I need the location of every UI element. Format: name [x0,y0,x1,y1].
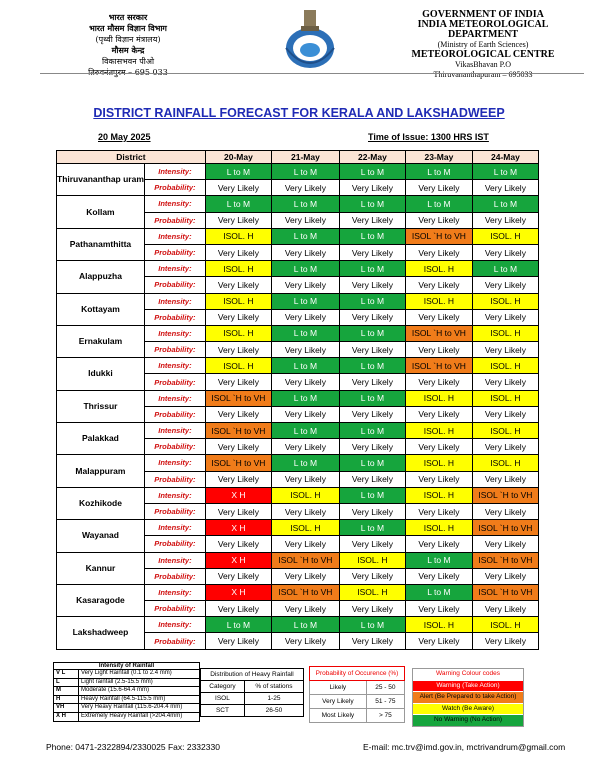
intensity-cell: L to M [205,617,271,633]
probability-cell: Very Likely [205,406,271,422]
intensity-cell: ISOL `H to VH [405,358,472,374]
probability-label: Probability: [144,568,205,584]
footer-email: E-mail: mc.trv@imd.gov.in, mctrivandrum@gmail.com [363,742,566,752]
warning-orange: Alert (Be Prepared to take Action) [413,691,523,703]
header-english-line: VikasBhavan P.O [455,60,511,69]
intensity-row [57,261,539,277]
intensity-row [57,164,539,180]
date-column-header: 21-May [271,151,339,164]
distribution-col-header: % of stations [244,681,303,693]
header-english-line: (Ministry of Earth Sciences) [437,40,529,49]
probability-cell: Very Likely [271,601,339,617]
intensity-cell: ISOL `H to VH [205,455,271,471]
intensity-label: Intensity: [144,358,205,374]
intensity-label: Intensity: [144,584,205,600]
probability-label: Probability: [144,536,205,552]
district-name: Idukki [57,358,145,390]
header-english-line: Thiruvananthapuram – 695033 [433,70,533,79]
probability-cell: Very Likely [339,503,405,519]
probability-cell: Very Likely [405,601,472,617]
probability-cell: Very Likely [472,342,538,358]
intensity-legend-row [54,678,199,687]
probability-cell: Very Likely [472,374,538,390]
intensity-cell: L to M [339,325,405,341]
probability-cell: Very Likely [271,406,339,422]
probability-cell: Very Likely [339,471,405,487]
intensity-cell: L to M [271,358,339,374]
header-english-line: METEOROLOGICAL CENTRE [411,49,555,60]
intensity-cell: ISOL `H to VH [271,552,339,568]
district-name: Lakshadweep [57,617,145,649]
intensity-cell: L to M [339,455,405,471]
intensity-cell: ISOL. H [205,358,271,374]
probability-label: Probability: [144,503,205,519]
warning-legend-title: Warning Colour codes [413,669,523,680]
probability-term: Likely [310,681,367,695]
intensity-cell: L to M [271,455,339,471]
intensity-cell: ISOL. H [405,617,472,633]
intensity-code: VH [54,704,79,712]
probability-cell: Very Likely [339,568,405,584]
header-hindi-block [48,12,208,78]
intensity-cell: ISOL. H [472,423,538,439]
intensity-row [57,358,539,374]
probability-cell: Very Likely [472,633,538,649]
probability-cell: Very Likely [405,406,472,422]
intensity-cell: ISOL. H [339,584,405,600]
probability-cell: Very Likely [472,439,538,455]
probability-label: Probability: [144,633,205,649]
probability-cell: Very Likely [472,503,538,519]
probability-label: Probability: [144,212,205,228]
probability-cell: Very Likely [271,374,339,390]
probability-cell: Very Likely [405,374,472,390]
intensity-cell: L to M [405,164,472,180]
date-column-header: 22-May [339,151,405,164]
district-name: Pathanamthitta [57,228,145,260]
probability-cell: Very Likely [405,244,472,260]
intensity-cell: L to M [339,228,405,244]
distribution-category: SCT [201,705,245,717]
distribution-legend-title: Distribution of Heavy Rainfall [201,669,304,681]
probability-cell: Very Likely [205,309,271,325]
header-english-block [380,10,586,80]
intensity-row [57,552,539,568]
intensity-cell: ISOL. H [271,487,339,503]
intensity-cell: ISOL. H [405,520,472,536]
intensity-row [57,617,539,633]
intensity-label: Intensity: [144,261,205,277]
probability-cell: Very Likely [405,277,472,293]
footer-phone: Phone: 0471-2322894/2330025 Fax: 2332330 [46,742,220,752]
intensity-cell: L to M [339,390,405,406]
probability-cell: Very Likely [271,439,339,455]
intensity-cell: ISOL `H to VH [472,584,538,600]
probability-cell: Very Likely [472,277,538,293]
intensity-label: Intensity: [144,164,205,180]
probability-cell: Very Likely [472,471,538,487]
intensity-cell: ISOL. H [472,617,538,633]
probability-cell: Very Likely [271,633,339,649]
district-name: Thrissur [57,390,145,422]
intensity-description: Very Light Rainfall (0.1 to 2.4 mm) [81,670,172,676]
intensity-code: L [54,679,79,687]
intensity-legend-row [54,695,199,704]
intensity-cell: L to M [271,293,339,309]
intensity-legend-row [54,712,199,721]
probability-cell: Very Likely [472,568,538,584]
intensity-cell: ISOL `H to VH [405,325,472,341]
intensity-cell: L to M [339,617,405,633]
probability-cell: Very Likely [405,439,472,455]
warning-colour-legend [412,668,524,727]
probability-cell: Very Likely [339,180,405,196]
probability-cell: Very Likely [205,342,271,358]
intensity-cell: ISOL. H [205,228,271,244]
intensity-cell: L to M [271,390,339,406]
probability-cell: Very Likely [339,406,405,422]
intensity-cell: L to M [405,196,472,212]
page-title: DISTRICT RAINFALL FORECAST FOR KERALA AND LAKSHADWEEP [93,106,505,120]
intensity-cell: ISOL `H to VH [205,423,271,439]
intensity-cell: ISOL. H [472,390,538,406]
intensity-cell: ISOL. H [405,487,472,503]
intensity-cell: ISOL. H [405,455,472,471]
intensity-label: Intensity: [144,520,205,536]
intensity-cell: ISOL `H to VH [472,487,538,503]
probability-cell: Very Likely [405,568,472,584]
district-name: Alappuzha [57,261,145,293]
intensity-cell: L to M [271,423,339,439]
intensity-row [57,196,539,212]
probability-cell: Very Likely [271,277,339,293]
intensity-legend-row [54,703,199,712]
district-name: Kasaragode [57,584,145,616]
warning-yellow: Watch (Be Aware) [413,703,523,715]
probability-cell: Very Likely [205,180,271,196]
probability-cell: Very Likely [339,212,405,228]
intensity-cell: ISOL. H [405,293,472,309]
probability-label: Probability: [144,309,205,325]
header-hindi-line: (पृथ्वी विज्ञान मंत्रालय) [95,35,161,44]
intensity-cell: L to M [271,196,339,212]
probability-cell: Very Likely [205,471,271,487]
probability-cell: Very Likely [405,212,472,228]
probability-label: Probability: [144,244,205,260]
probability-cell: Very Likely [339,277,405,293]
intensity-cell: L to M [205,196,271,212]
intensity-cell: L to M [339,423,405,439]
probability-cell: Very Likely [339,244,405,260]
intensity-row [57,423,539,439]
probability-cell: Very Likely [339,536,405,552]
intensity-cell: X H [205,552,271,568]
probability-cell: Very Likely [271,180,339,196]
intensity-row [57,293,539,309]
intensity-description: Light rainfall (2.5-15.5 mm) [81,678,153,685]
probability-label: Probability: [144,601,205,617]
intensity-row [57,228,539,244]
forecast-date: 20 May 2025 [98,132,151,142]
probability-cell: Very Likely [339,601,405,617]
probability-cell: Very Likely [205,439,271,455]
probability-cell: Very Likely [472,244,538,260]
intensity-label: Intensity: [144,293,205,309]
intensity-row [57,584,539,600]
intensity-cell: ISOL `H to VH [472,520,538,536]
probability-cell: Very Likely [472,309,538,325]
district-name: Palakkad [57,423,145,455]
district-column-header: District [57,151,206,164]
table-header-row [57,151,539,164]
imd-emblem-icon [274,8,346,70]
district-name: Thiruvananthap uram [57,164,145,196]
probability-cell: Very Likely [271,471,339,487]
intensity-cell: ISOL. H [405,423,472,439]
probability-range: 25 - 50 [366,681,404,695]
intensity-code: H [54,696,79,704]
date-column-header: 23-May [405,151,472,164]
district-name: Wayanad [57,520,145,552]
district-name: Ernakulam [57,325,145,357]
intensity-cell: L to M [339,358,405,374]
probability-cell: Very Likely [405,342,472,358]
probability-cell: Very Likely [205,536,271,552]
intensity-legend-row [54,686,199,695]
intensity-cell: L to M [405,552,472,568]
district-name: Kannur [57,552,145,584]
intensity-row [57,390,539,406]
intensity-cell: L to M [271,617,339,633]
intensity-cell: ISOL. H [472,455,538,471]
probability-cell: Very Likely [472,601,538,617]
probability-label: Probability: [144,342,205,358]
intensity-row [57,520,539,536]
probability-label: Probability: [144,277,205,293]
probability-cell: Very Likely [271,342,339,358]
probability-term: Very Likely [310,695,367,709]
probability-cell: Very Likely [271,309,339,325]
intensity-cell: X H [205,487,271,503]
intensity-code: X H [54,713,79,721]
intensity-cell: L to M [271,325,339,341]
intensity-legend-title: Intensity of Rainfall [98,663,155,669]
probability-label: Probability: [144,471,205,487]
distribution-percent: 26-50 [244,705,303,717]
probability-cell: Very Likely [472,406,538,422]
intensity-label: Intensity: [144,196,205,212]
probability-cell: Very Likely [271,244,339,260]
intensity-description: Heavy Rainfall (64.5-115.5 mm) [81,695,166,702]
intensity-cell: ISOL. H [205,261,271,277]
intensity-description: Very Heavy Rainfall (115.6-204.4 mm) [81,704,183,711]
probability-cell: Very Likely [205,633,271,649]
intensity-label: Intensity: [144,423,205,439]
intensity-cell: L to M [472,261,538,277]
intensity-cell: L to M [205,164,271,180]
intensity-label: Intensity: [144,487,205,503]
probability-cell: Very Likely [271,212,339,228]
probability-cell: Very Likely [205,212,271,228]
probability-cell: Very Likely [405,471,472,487]
probability-cell: Very Likely [405,633,472,649]
intensity-label: Intensity: [144,228,205,244]
probability-cell: Very Likely [405,536,472,552]
distribution-percent: 1-25 [244,693,303,705]
intensity-row [57,325,539,341]
probability-cell: Very Likely [339,439,405,455]
distribution-category: ISOL [201,693,245,705]
probability-legend-title: Probability of Occurence (%) [310,667,405,681]
intensity-cell: ISOL. H [472,293,538,309]
intensity-cell: X H [205,520,271,536]
probability-cell: Very Likely [205,503,271,519]
probability-cell: Very Likely [205,601,271,617]
header-hindi-line: मौसम केन्द्र [111,45,145,55]
district-name: Kollam [57,196,145,228]
probability-cell: Very Likely [472,212,538,228]
header-hindi-line: भारत सरकार [108,12,148,22]
probability-cell: Very Likely [271,503,339,519]
header-english-line: INDIA METEOROLOGICAL [417,19,549,30]
probability-legend [309,666,405,723]
probability-term: Most Likely [310,709,367,723]
distribution-legend [200,668,304,717]
intensity-cell: ISOL `H to VH [405,228,472,244]
intensity-cell: L to M [405,584,472,600]
intensity-cell: ISOL. H [472,325,538,341]
probability-cell: Very Likely [205,568,271,584]
probability-cell: Very Likely [472,536,538,552]
probability-label: Probability: [144,374,205,390]
warning-green: No Warning (No Action) [413,714,523,726]
intensity-label: Intensity: [144,455,205,471]
header-divider [40,73,584,74]
probability-cell: Very Likely [405,503,472,519]
header-english-line: DEPARTMENT [447,29,519,40]
intensity-cell: L to M [339,487,405,503]
probability-range: 51 - 75 [366,695,404,709]
intensity-legend [53,662,200,722]
intensity-cell: ISOL. H [472,228,538,244]
probability-cell: Very Likely [205,277,271,293]
intensity-cell: ISOL. H [205,325,271,341]
intensity-cell: ISOL. H [472,358,538,374]
intensity-cell: ISOL. H [339,552,405,568]
intensity-label: Intensity: [144,325,205,341]
intensity-cell: ISOL. H [405,261,472,277]
warning-red: Warning (Take Action) [413,680,523,692]
intensity-cell: L to M [339,293,405,309]
intensity-cell: L to M [271,228,339,244]
intensity-cell: ISOL `H to VH [271,584,339,600]
intensity-cell: ISOL. H [271,520,339,536]
header-hindi-line: भारत मौसम विज्ञान विभाग [89,23,167,33]
district-name: Kottayam [57,293,145,325]
probability-label: Probability: [144,406,205,422]
intensity-row [57,455,539,471]
intensity-cell: L to M [472,196,538,212]
header-hindi-line: तिरुवनंतपुरम – 695 033 [88,68,168,77]
intensity-description: Moderate (15.6-64.4 mm) [81,687,150,694]
probability-cell: Very Likely [405,309,472,325]
distribution-col-header: Category [201,681,245,693]
probability-cell: Very Likely [339,342,405,358]
probability-label: Probability: [144,439,205,455]
intensity-cell: ISOL. H [405,390,472,406]
intensity-row [57,487,539,503]
intensity-label: Intensity: [144,617,205,633]
date-column-header: 24-May [472,151,538,164]
district-name: Malappuram [57,455,145,487]
intensity-cell: L to M [339,164,405,180]
intensity-label: Intensity: [144,552,205,568]
probability-cell: Very Likely [205,374,271,390]
district-name: Kozhikode [57,487,145,519]
probability-cell: Very Likely [339,309,405,325]
intensity-label: Intensity: [144,390,205,406]
intensity-cell: L to M [339,261,405,277]
intensity-cell: L to M [339,520,405,536]
probability-cell: Very Likely [339,374,405,390]
date-column-header: 20-May [205,151,271,164]
probability-cell: Very Likely [405,180,472,196]
header-hindi-line: विकासभवन पीओ [102,57,154,66]
intensity-cell: L to M [472,164,538,180]
intensity-code: M [54,687,79,695]
intensity-cell: ISOL. H [205,293,271,309]
probability-cell: Very Likely [271,536,339,552]
forecast-table [56,150,539,650]
intensity-cell: L to M [271,261,339,277]
header-english-line: GOVERNMENT OF INDIA [422,9,544,20]
intensity-cell: L to M [339,196,405,212]
intensity-cell: ISOL `H to VH [205,390,271,406]
probability-label: Probability: [144,180,205,196]
probability-cell: Very Likely [339,633,405,649]
intensity-legend-row [54,669,199,678]
intensity-cell: ISOL `H to VH [472,552,538,568]
issue-time: Time of Issue: 1300 HRS IST [368,132,489,142]
probability-cell: Very Likely [271,568,339,584]
intensity-cell: L to M [271,164,339,180]
intensity-code: V L [54,670,79,678]
intensity-cell: X H [205,584,271,600]
probability-cell: Very Likely [472,180,538,196]
probability-range: > 75 [366,709,404,723]
intensity-description: Extremely Heavy Rainfall (>204.4mm) [81,712,183,719]
probability-cell: Very Likely [205,244,271,260]
